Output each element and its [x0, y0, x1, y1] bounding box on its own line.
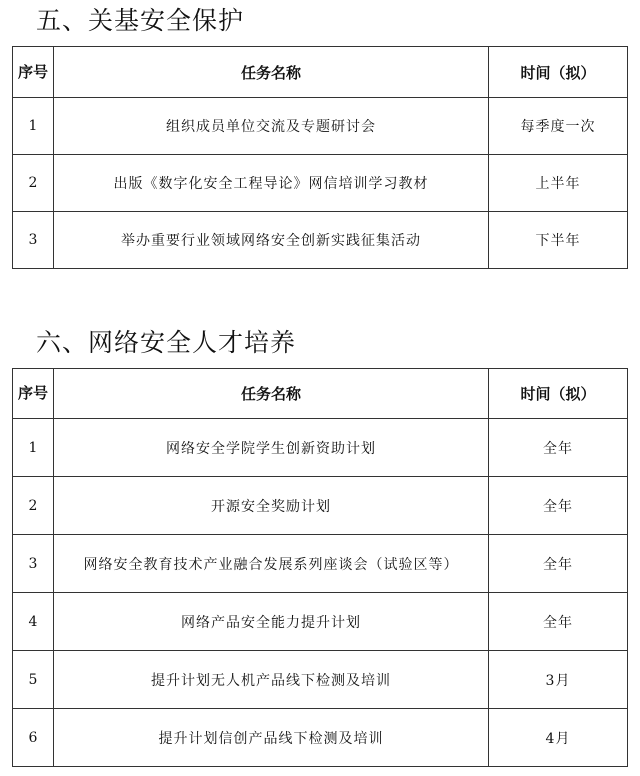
row-task: 网络安全教育技术产业融合发展系列座谈会（试验区等） — [54, 535, 489, 593]
header-time: 时间（拟） — [489, 47, 628, 98]
row-no: 5 — [13, 651, 54, 709]
header-time: 时间（拟） — [489, 369, 628, 419]
row-no: 6 — [13, 709, 54, 767]
row-no: 2 — [13, 155, 54, 212]
table-row — [13, 419, 628, 477]
row-task: 网络产品安全能力提升计划 — [54, 593, 489, 651]
table-row — [13, 651, 628, 709]
table-row — [13, 709, 628, 767]
row-no: 3 — [13, 535, 54, 593]
section-5-title: 五、关基安全保护 — [36, 6, 245, 35]
row-no: 3 — [13, 212, 54, 269]
header-task: 任务名称 — [54, 47, 489, 98]
row-time: 全年 — [489, 535, 628, 593]
row-task: 出版《数字化安全工程导论》网信培训学习教材 — [54, 155, 489, 212]
row-task: 提升计划信创产品线下检测及培训 — [54, 709, 489, 767]
row-task: 举办重要行业领域网络安全创新实践征集活动 — [54, 212, 489, 269]
row-no: 4 — [13, 593, 54, 651]
row-task: 开源安全奖励计划 — [54, 477, 489, 535]
row-no: 1 — [13, 98, 54, 155]
row-task: 组织成员单位交流及专题研讨会 — [54, 98, 489, 155]
row-task: 网络安全学院学生创新资助计划 — [54, 419, 489, 477]
table-header-row — [13, 369, 628, 419]
row-task: 提升计划无人机产品线下检测及培训 — [54, 651, 489, 709]
row-time: 每季度一次 — [489, 98, 628, 155]
section-5-table — [12, 46, 628, 269]
row-time: 4月 — [489, 709, 628, 767]
row-time: 全年 — [489, 593, 628, 651]
header-task: 任务名称 — [54, 369, 489, 419]
row-time: 下半年 — [489, 212, 628, 269]
row-no: 2 — [13, 477, 54, 535]
table-row — [13, 477, 628, 535]
table-row — [13, 593, 628, 651]
table-header-row — [13, 47, 628, 98]
header-no: 序号 — [13, 369, 54, 419]
table-row — [13, 155, 628, 212]
header-no: 序号 — [13, 47, 54, 98]
row-no: 1 — [13, 419, 54, 477]
section-6-table — [12, 368, 628, 767]
table-row — [13, 212, 628, 269]
row-time: 3月 — [489, 651, 628, 709]
section-6-title: 六、网络安全人才培养 — [36, 328, 297, 357]
row-time: 全年 — [489, 419, 628, 477]
row-time: 全年 — [489, 477, 628, 535]
table-row — [13, 535, 628, 593]
table-row — [13, 98, 628, 155]
row-time: 上半年 — [489, 155, 628, 212]
